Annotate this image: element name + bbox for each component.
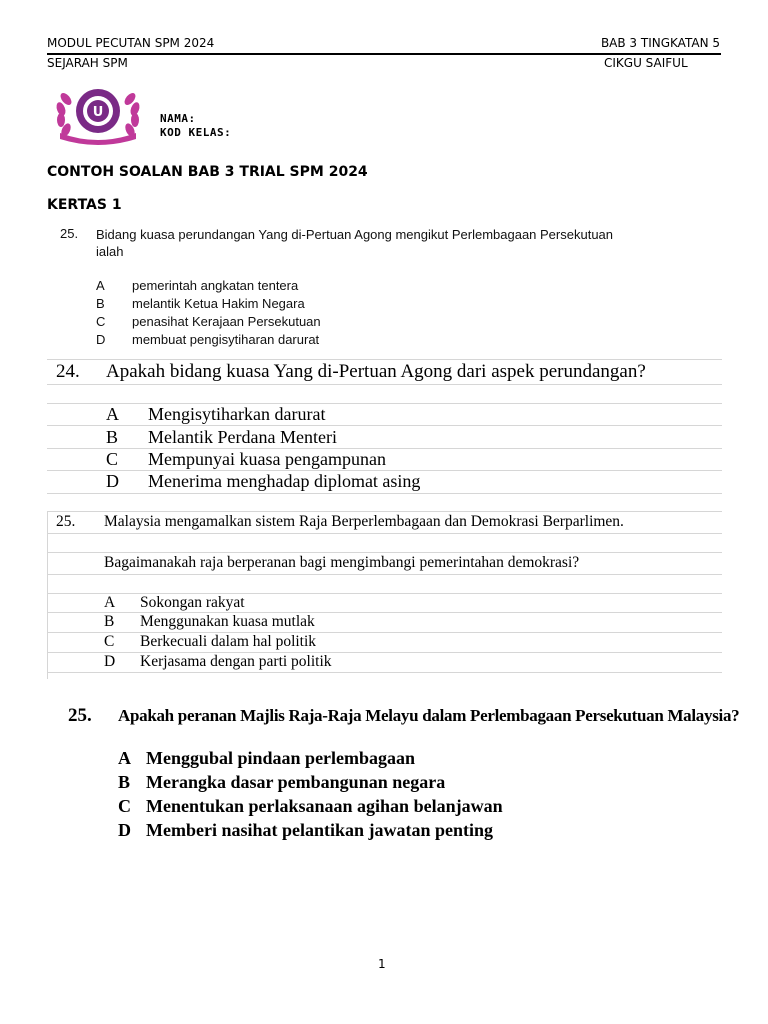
option-text: membuat pengisytiharan darurat [132, 332, 320, 347]
header-rule [47, 53, 721, 55]
option-letter: C [96, 314, 106, 329]
option-text: Berkecuali dalam hal politik [140, 633, 317, 650]
question-1 [60, 226, 720, 351]
question-stem-line: Malaysia mengamalkan sistem Raja Berperlembagaan dan Demokrasi Berparlimen. [104, 513, 624, 530]
option-letter: B [106, 427, 119, 447]
option-text: Memberi nasihat pelantikan jawatan penting [146, 820, 494, 840]
option-letter: B [104, 613, 115, 630]
option-letter: B [118, 772, 131, 792]
option-letter: A [118, 748, 131, 768]
option-letter: C [106, 449, 119, 469]
option-b [118, 772, 678, 794]
svg-text:U: U [92, 105, 104, 120]
option-text: Menggubal pindaan perlembagaan [146, 748, 416, 768]
section-heading: KERTAS 1 [47, 197, 122, 213]
table-rule [47, 552, 722, 553]
option-a [118, 748, 678, 770]
option-a [104, 594, 704, 613]
header-left-bottom: SEJARAH SPM [47, 56, 128, 70]
question-number: 25. [56, 513, 76, 530]
question-stem: Apakah bidang kuasa Yang di-Pertuan Agong dari aspek perundangan? [106, 361, 646, 382]
option-b [104, 613, 704, 632]
option-d [104, 653, 704, 672]
option-text: Menggunakan kuasa mutlak [140, 613, 315, 630]
question-stem-line: Bagaimanakah raja berperanan bagi mengimbangi pemerintahan demokrasi? [104, 554, 580, 571]
option-letter: D [96, 332, 106, 347]
table-rule [47, 384, 722, 385]
option-d [106, 471, 706, 493]
option-text: Mempunyai kuasa pengampunan [148, 449, 386, 469]
question-stem-line: Bidang kuasa perundangan Yang di-Pertuan Agong mengikut Perlembagaan Persekutuan [96, 227, 614, 242]
page-number: 1 [378, 957, 386, 971]
table-rule [47, 533, 722, 534]
question-number: 25. [60, 226, 79, 241]
option-c [104, 633, 704, 652]
option-text: melantik Ketua Hakim Negara [132, 296, 305, 311]
nama-label: NAMA: [160, 112, 196, 125]
header-right-bottom: CIKGU SAIFUL [604, 56, 688, 70]
option-c [96, 314, 321, 329]
option-a [106, 404, 706, 426]
kod-kelas-label: KOD KELAS: [160, 126, 232, 139]
option-letter: B [96, 296, 105, 311]
option-letter: C [118, 796, 131, 816]
school-logo [50, 85, 146, 147]
question-stem [96, 226, 726, 260]
option-text: Merangka dasar pembangunan negara [146, 772, 446, 792]
table-rule [47, 574, 722, 575]
option-a [96, 278, 298, 293]
header-left-top: MODUL PECUTAN SPM 2024 [47, 36, 215, 50]
option-c [106, 449, 706, 471]
option-letter: C [104, 633, 115, 650]
document-title: CONTOH SOALAN BAB 3 TRIAL SPM 2024 [47, 164, 368, 180]
option-b [96, 296, 305, 311]
table-rule [47, 511, 722, 512]
question-stem-line: ialah [96, 244, 124, 259]
option-letter: A [104, 594, 116, 611]
option-d [118, 820, 678, 842]
table-rule [47, 359, 722, 360]
option-text: Melantik Perdana Menteri [148, 427, 337, 447]
option-text: Mengisytiharkan darurat [148, 404, 326, 424]
option-d [96, 332, 319, 347]
header-right-top: BAB 3 TINGKATAN 5 [600, 36, 720, 50]
option-c [118, 796, 678, 818]
option-text: Sokongan rakyat [140, 594, 245, 611]
option-text: Menentukan perlaksanaan agihan belanjawan [146, 796, 503, 816]
option-text: penasihat Kerajaan Persekutuan [132, 314, 321, 329]
option-letter: D [118, 820, 131, 840]
question-number: 25. [68, 705, 92, 726]
table-rule [47, 511, 48, 679]
option-letter: D [104, 653, 116, 670]
table-rule [47, 493, 722, 494]
option-text: pemerintah angkatan tentera [132, 278, 299, 293]
question-stem: Apakah peranan Majlis Raja-Raja Melayu dalam Perlembagaan Persekutuan Malaysia? [118, 706, 740, 725]
table-rule [47, 672, 722, 673]
option-letter: A [96, 278, 105, 293]
question-number: 24. [56, 361, 80, 382]
option-letter: A [106, 404, 119, 424]
option-letter: D [106, 471, 119, 491]
option-text: Menerima menghadap diplomat asing [148, 471, 421, 491]
option-b [106, 427, 706, 449]
option-text: Kerjasama dengan parti politik [140, 653, 332, 670]
